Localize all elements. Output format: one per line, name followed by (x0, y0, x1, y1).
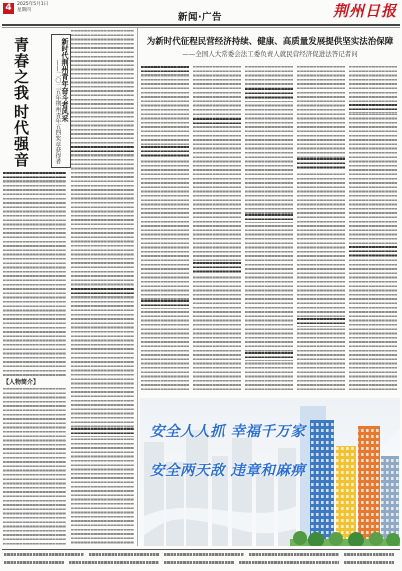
article-question-text (245, 214, 293, 223)
profile-body-text (3, 388, 66, 545)
footer-text (164, 553, 244, 556)
article-subheadline: ——全国人大常委会法工委负责人就民营经济促进法答记者问 (182, 50, 358, 58)
issue-date: 2025年5月1日 (17, 2, 49, 7)
issue-weekday: 星期四 (17, 8, 31, 13)
feature-series-box (51, 34, 71, 168)
footer-text (164, 561, 234, 564)
feature-lead-text (3, 172, 66, 181)
footer-text (89, 553, 159, 556)
header-rule-thin (2, 27, 400, 28)
footer-text (344, 561, 394, 564)
feature-body-text (3, 172, 66, 377)
article-dateline-text (141, 66, 189, 75)
feature-title-part1: 青春之我 (12, 37, 30, 101)
article-question-text (245, 352, 293, 361)
footer-info-row (4, 553, 394, 556)
article-question-text (141, 146, 189, 159)
safety-advertisement (140, 398, 400, 546)
article-body-column (297, 66, 345, 393)
newspaper-masthead: 荆州日报 (332, 2, 397, 20)
footer-text (69, 561, 159, 564)
footer-text (249, 553, 339, 556)
article-question-text (297, 158, 345, 171)
feature-subheading-text (71, 146, 134, 155)
article-question-text (349, 246, 397, 259)
header-rule (2, 24, 400, 26)
page-number: 4 (3, 3, 14, 14)
feature-title-part2: 时代强音 (12, 104, 30, 168)
footer-info-row (4, 561, 394, 564)
ad-slogan-line1: 安全人人抓 幸福千万家 (150, 424, 306, 440)
article-body-column (193, 66, 241, 393)
ad-slogan-line2: 安全两天敌 违章和麻痹 (150, 463, 306, 479)
article-question-text (141, 300, 189, 309)
article-headline: 为新时代征程民营经济持续、健康、高质量发展提供坚实法治保障 (146, 37, 394, 47)
footer-rule (2, 549, 400, 550)
article-body-column (245, 66, 293, 393)
feature-subheading-text (71, 288, 134, 297)
article-question-text (297, 318, 345, 327)
footer-text (239, 561, 339, 564)
feature-series-title: 新时代荆州青年奋斗者风采 (61, 38, 69, 122)
article-body-column (141, 66, 189, 393)
footer-text (4, 561, 64, 564)
footer-text (344, 553, 394, 556)
article-body-column (349, 66, 397, 393)
article-question-text (193, 262, 241, 275)
footer-text (4, 553, 84, 556)
feature-subheading-text (71, 428, 134, 437)
article-question-text (349, 104, 397, 113)
section-title: 新闻·广告 (177, 12, 223, 23)
column-divider (137, 28, 138, 546)
profile-heading: 【人物简介】 (3, 379, 40, 386)
article-question-text (245, 88, 293, 101)
feature-series-subtitle: ——二〇二五年荆州青年五四奖章获得者 (53, 59, 60, 164)
article-question-text (193, 118, 241, 127)
